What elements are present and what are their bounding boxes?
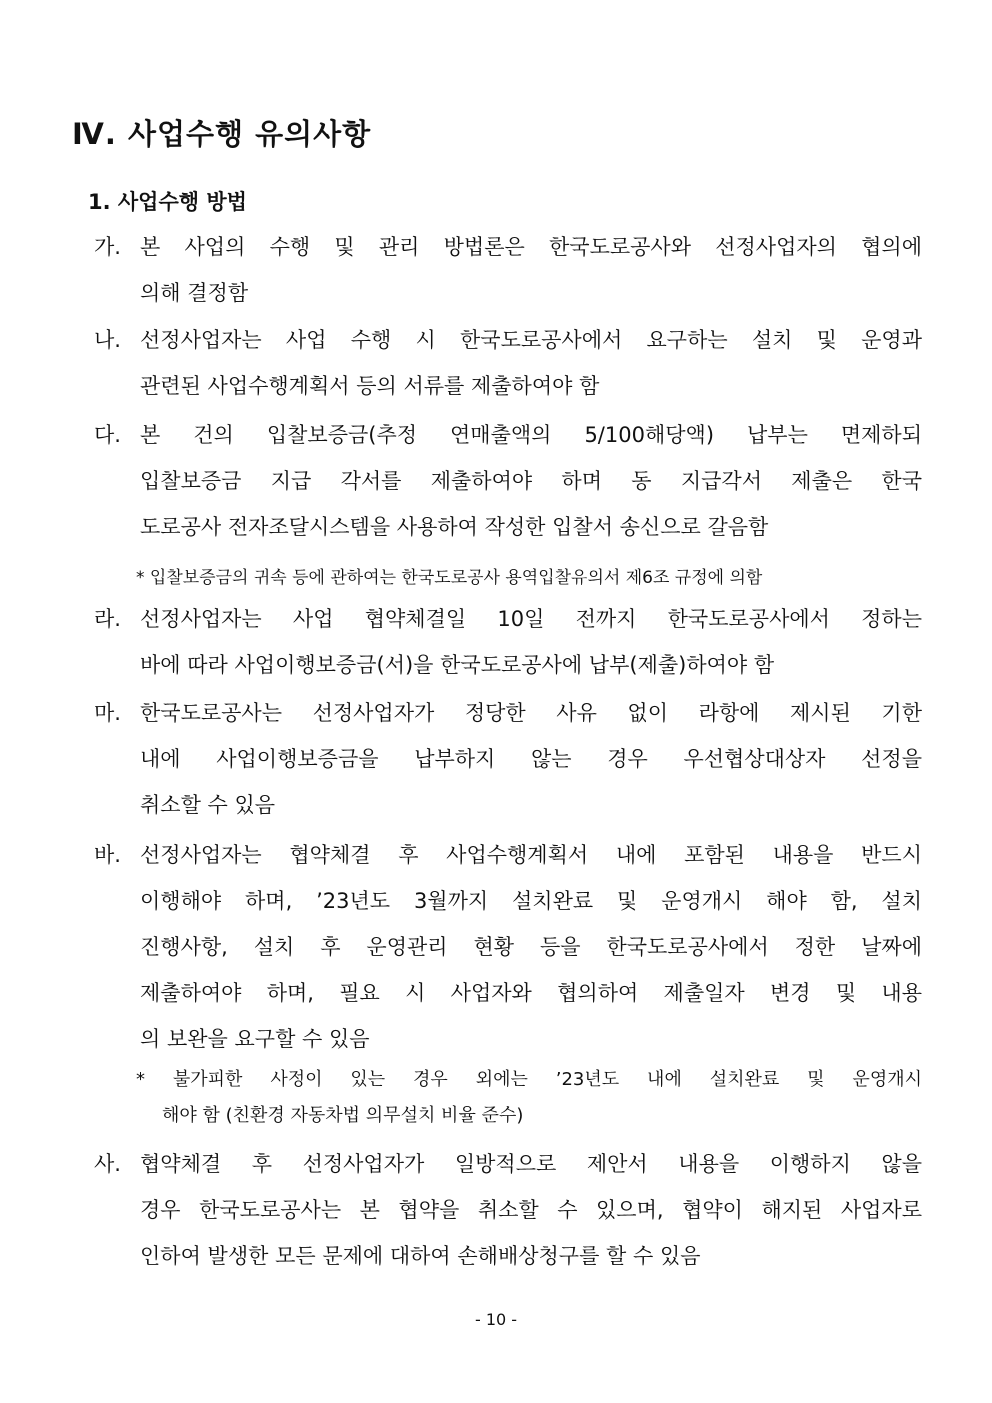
item-line: 협약체결 후 선정사업자가 일방적으로 제안서 내용을 이행하지 않을 (140, 1152, 922, 1176)
list-item-ba (94, 832, 922, 1062)
item-line: 선정사업자는 협약체결 후 사업수행계획서 내에 포함된 내용을 반드시 (140, 843, 922, 867)
item-line: 한국도로공사는 선정사업자가 정당한 사유 없이 라항에 제시된 기한 (140, 701, 922, 725)
page-number: - 10 - (474, 1310, 518, 1329)
item-line: 이행해야 하며, ’23년도 3월까지 설치완료 및 운영개시 해야 함, 설치 (140, 889, 922, 913)
item-body (140, 832, 922, 1062)
item-line: 내에 사업이행보증금을 납부하지 않는 경우 우선협상대상자 선정을 (140, 747, 922, 771)
item-label: 마. (94, 701, 121, 725)
chapter-title: Ⅳ. 사업수행 유의사항 (72, 117, 372, 151)
item-line: 도로공사 전자조달시스템을 사용하여 작성한 입찰서 송신으로 갈음함 (140, 515, 769, 539)
item-label: 사. (94, 1152, 121, 1176)
list-item-na (94, 317, 922, 409)
item-line: 바에 따라 사업이행보증금(서)을 한국도로공사에 납부(제출)하여야 함 (140, 653, 775, 677)
footnote-bid-deposit: * 입찰보증금의 귀속 등에 관하여는 한국도로공사 용역입찰유의서 제6조 규정에 의함 (136, 568, 763, 588)
list-item-ma (94, 690, 922, 828)
item-body (140, 317, 922, 409)
item-line: 입찰보증금 지급 각서를 제출하여야 하며 동 지급각서 제출은 한국 (140, 469, 922, 493)
note-line: 해야 함 (친환경 자동차법 의무설치 비율 준수) (162, 1105, 524, 1126)
item-body (140, 596, 922, 688)
item-line: 경우 한국도로공사는 본 협약을 취소할 수 있으며, 협약이 해지된 사업자로 (140, 1198, 922, 1222)
item-body (140, 690, 922, 828)
item-line: 제출하여야 하며, 필요 시 사업자와 협의하여 제출일자 변경 및 내용 (140, 981, 922, 1005)
item-body (140, 412, 922, 550)
item-line: 취소할 수 있음 (140, 793, 276, 817)
item-line: 진행사항, 설치 후 운영관리 현황 등을 한국도로공사에서 정한 날짜에 (140, 935, 922, 959)
item-line: 의해 결정함 (140, 281, 249, 305)
item-label: 바. (94, 843, 121, 867)
item-line: 선정사업자는 사업 수행 시 한국도로공사에서 요구하는 설치 및 운영과 (140, 328, 922, 352)
item-body (140, 1141, 922, 1279)
list-item-da (94, 412, 922, 550)
list-item-ga (94, 224, 922, 316)
section-title: 1. 사업수행 방법 (88, 190, 247, 214)
item-line: 본 건의 입찰보증금(추정 연매출액의 5/100해당액) 납부는 면제하되 (140, 423, 922, 447)
footnote-installation (136, 1062, 922, 1134)
item-label: 나. (94, 328, 121, 352)
item-line: 본 사업의 수행 및 관리 방법론은 한국도로공사와 선정사업자의 협의에 (140, 235, 922, 259)
list-item-ra (94, 596, 922, 688)
list-item-sa (94, 1141, 922, 1279)
item-body (140, 224, 922, 316)
item-label: 다. (94, 423, 121, 447)
item-line: 선정사업자는 사업 협약체결일 10일 전까지 한국도로공사에서 정하는 (140, 607, 922, 631)
note-line: * 불가피한 사정이 있는 경우 외에는 ’23년도 내에 설치완료 및 운영개시 (136, 1069, 922, 1090)
item-line: 인하여 발생한 모든 문제에 대하여 손해배상청구를 할 수 있음 (140, 1244, 701, 1268)
item-label: 가. (94, 235, 121, 259)
item-label: 라. (94, 607, 121, 631)
item-line: 의 보완을 요구할 수 있음 (140, 1027, 370, 1051)
item-line: 관련된 사업수행계획서 등의 서류를 제출하여야 함 (140, 374, 600, 398)
